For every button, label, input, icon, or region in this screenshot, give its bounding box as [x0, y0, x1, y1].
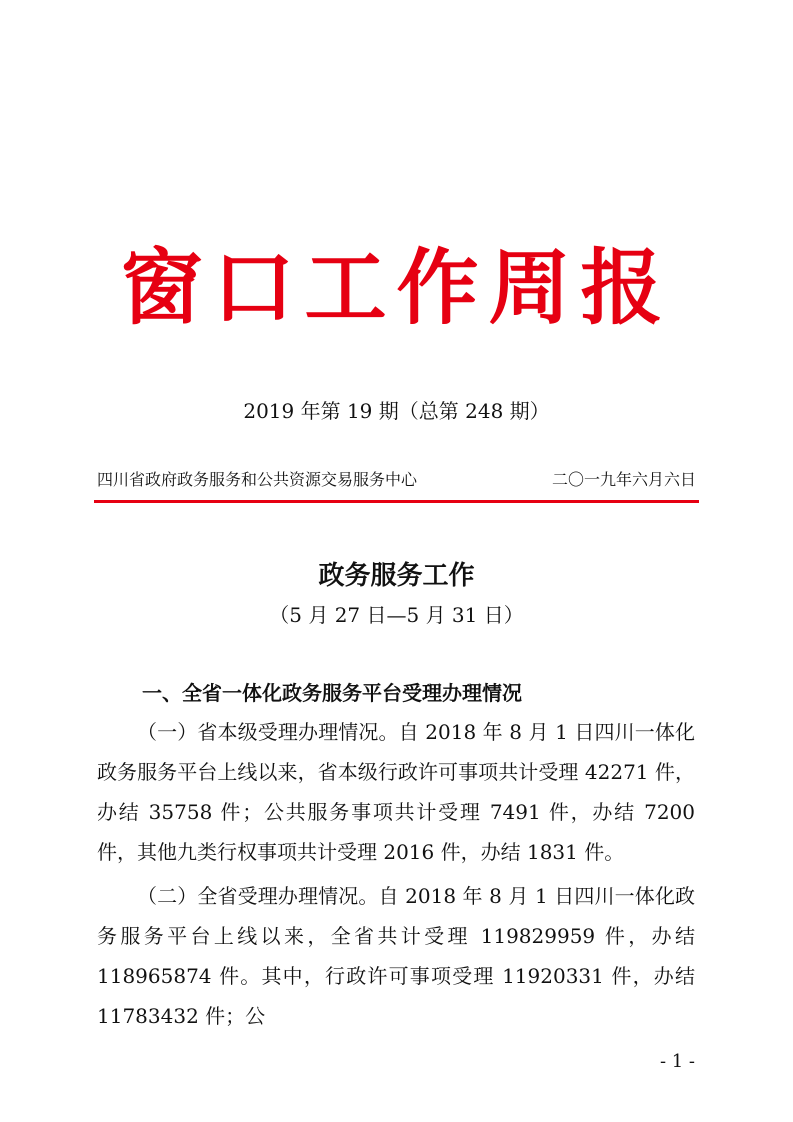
- paragraph-provincial-level: （一）省本级受理办理情况。自 2018 年 8 月 1 日四川一体化政务服务平台上线以来，省本级行政许可事项共计受理 42271 件，办结 35758 件；公共服务事项共计受理 7491 件，办结 7200 件，其他九类行权事项共计受理 2016 件，办结 1831 件。: [97, 720, 695, 864]
- paragraph-province-wide: （二）全省受理办理情况。自 2018 年 8 月 1 日四川一体化政务服务平台上线以来，全省共计受理 119829959 件，办结 118965874 件。其中，行政许可事项受理 11920331 件，办结 11783432 件；公: [97, 884, 695, 1028]
- masthead-title: 窗口工作周报: [120, 240, 673, 336]
- issue-number: 2019 年第 19 期（总第 248 期）: [243, 399, 550, 423]
- page-number: - 1 -: [659, 1051, 695, 1072]
- heading-platform-status: 一、全省一体化政务服务平台受理办理情况: [142, 681, 522, 705]
- section-date-range: （5 月 27 日—5 月 31 日）: [269, 603, 524, 627]
- section-title: 政务服务工作: [318, 561, 475, 591]
- issue-date: 二〇一九年六月六日: [551, 470, 696, 489]
- red-divider: [94, 500, 699, 503]
- issuing-organization: 四川省政府政务服务和公共资源交易服务中心: [97, 470, 418, 489]
